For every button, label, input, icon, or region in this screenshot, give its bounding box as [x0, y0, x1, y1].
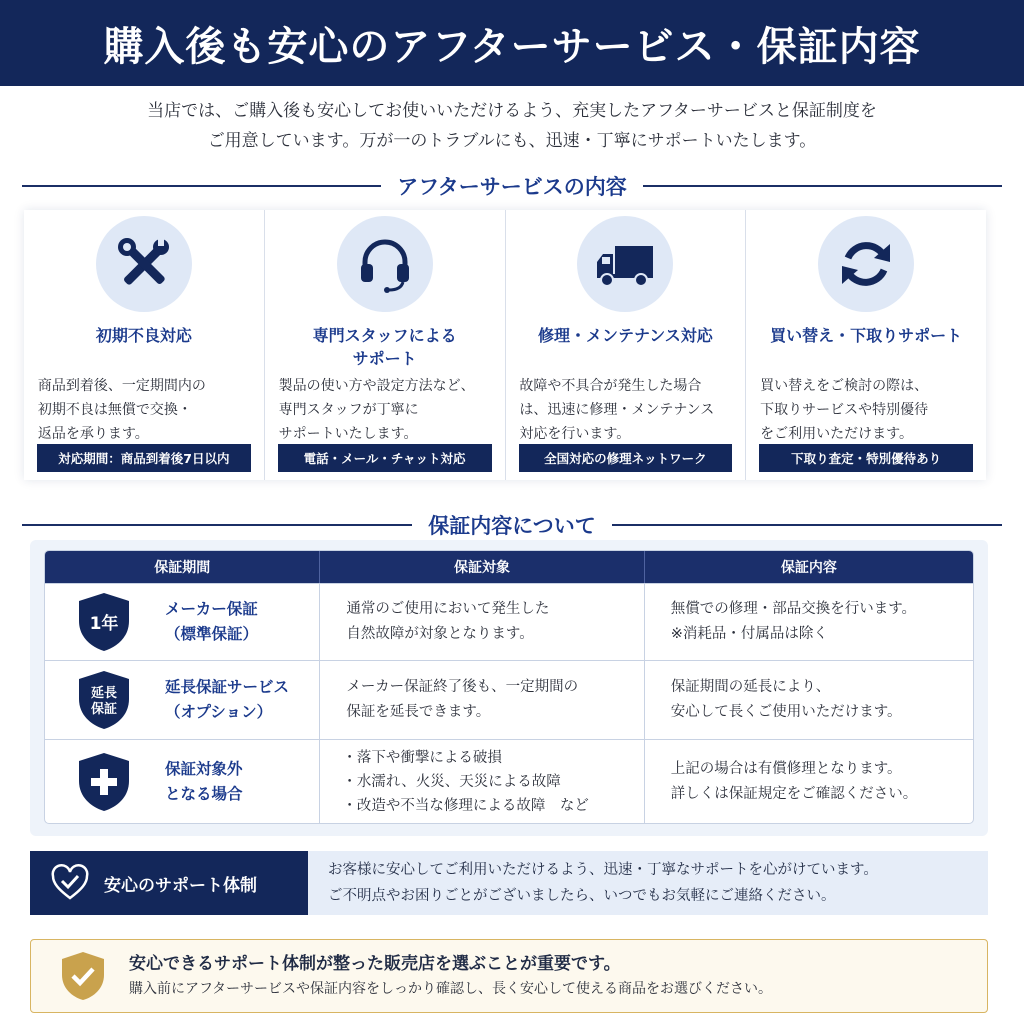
content-cell	[645, 584, 973, 660]
label-line: 延長保証サービス	[165, 678, 290, 696]
label-line: となる場合	[165, 784, 243, 803]
content-line: 安心して長くご使用いただけます。	[670, 704, 902, 720]
desc-line: は、迅速に修理・メンテナンス	[519, 402, 715, 418]
desc-line: 下取りサービスや特別優待	[760, 402, 929, 418]
divider	[22, 185, 381, 187]
desc-line: をご利用いただけます。	[760, 426, 914, 442]
divider	[612, 524, 1002, 526]
service-cards	[24, 210, 986, 480]
refresh-icon	[818, 216, 914, 312]
truck-icon	[577, 216, 673, 312]
badge-text: 1年	[89, 614, 119, 634]
headset-icon	[337, 216, 433, 312]
service-card-repair	[506, 210, 747, 480]
table-row	[45, 583, 973, 660]
shield-plus-icon	[75, 751, 133, 813]
support-label-box	[30, 851, 308, 915]
notice-headline: 安心できるサポート体制が整った販売店を選ぶことが重要です。	[129, 954, 621, 974]
warranty-table	[44, 550, 974, 824]
label-line: 保証対象外	[165, 759, 243, 778]
target-cell	[320, 661, 644, 739]
page-title: 購入後も安心のアフターサービス・保証内容	[103, 22, 921, 70]
desc-line: サポートいたします。	[278, 426, 418, 442]
content-line: 上記の場合は有償修理となります。	[670, 760, 902, 777]
desc-line: 製品の使い方や設定方法など、	[278, 378, 475, 394]
content-line: ※消耗品・付属品は除く	[670, 626, 828, 642]
section-title: 保証内容について	[428, 514, 596, 538]
intro-line: ご用意しています。万が一のトラブルにも、迅速・丁寧にサポートいたします。	[207, 131, 817, 151]
tools-icon	[96, 216, 192, 312]
content-cell	[645, 740, 973, 823]
target-line: 保証を延長できます。	[346, 704, 491, 720]
period-cell	[45, 740, 320, 823]
intro-text	[40, 96, 984, 156]
period-cell	[45, 584, 320, 660]
target-cell	[320, 740, 644, 823]
target-line: 自然故障が対象となります。	[346, 626, 534, 642]
table-row	[45, 739, 973, 823]
label-line: （標準保証）	[165, 625, 259, 643]
svg-text:保証: 保証	[90, 702, 118, 717]
column-header: 保証期間	[45, 551, 320, 583]
desc-line: 初期不良は無償で交換・	[37, 402, 192, 418]
shield-extended-icon	[75, 669, 133, 731]
desc-line: 専門スタッフが丁寧に	[278, 402, 419, 418]
desc-line: 商品到着後、一定期間内の	[37, 378, 206, 394]
content-line: 詳しくは保証規定をご確認ください。	[670, 785, 918, 802]
target-line: ・水濡れ、火災、天災による故障	[342, 773, 561, 790]
notice-box	[30, 939, 988, 1013]
shield-check-icon	[59, 950, 107, 1002]
target-line: ・落下や衝撃による破損	[342, 749, 502, 766]
row-label	[165, 757, 243, 807]
target-line: ・改造や不当な修理による故障 など	[342, 797, 589, 814]
support-label: 安心のサポート体制	[104, 875, 257, 896]
card-tag: 全国対応の修理ネットワーク	[519, 444, 733, 472]
intro-line: 当店では、ご購入後も安心してお使いいただけるよう、充実したアフターサービスと保証制度を	[147, 101, 877, 121]
card-title: 修理・メンテナンス対応	[538, 326, 713, 345]
after-service-heading	[22, 170, 1002, 202]
target-line: 通常のご使用において発生した	[346, 601, 550, 617]
card-title: 買い替え・下取りサポート	[770, 326, 963, 345]
target-cell	[320, 584, 644, 660]
target-line: メーカー保証終了後も、一定期間の	[346, 679, 579, 695]
desc-line: 買い替えをご検討の際は、	[760, 378, 929, 394]
support-line: お客様に安心してご利用いただけるよう、迅速・丁寧なサポートを心がけています。	[328, 862, 878, 878]
section-title: アフターサービスの内容	[397, 175, 627, 199]
content-line: 無償での修理・部品交換を行います。	[670, 601, 917, 617]
divider	[22, 524, 412, 526]
notice-body: 購入前にアフターサービスや保証内容をしっかり確認し、長く安心して使える商品をお選びください。	[129, 981, 773, 997]
column-header: 保証内容	[780, 560, 837, 576]
card-title: 初期不良対応	[95, 326, 192, 345]
card-tag: 電話・メール・チャット対応	[278, 444, 492, 472]
warranty-panel	[30, 540, 988, 836]
card-tag: 対応期間：商品到着後7日以内	[37, 444, 251, 472]
notice-text	[129, 951, 772, 1001]
warranty-heading	[22, 509, 1002, 541]
support-banner	[30, 851, 988, 915]
row-label	[165, 597, 258, 647]
service-card-staff-support	[265, 210, 506, 480]
desc-line: 対応を行います。	[519, 426, 631, 442]
label-line: （オプション）	[165, 703, 273, 721]
desc-line: 返品を承ります。	[37, 426, 149, 442]
desc-line: 故障や不具合が発生した場合	[519, 378, 702, 394]
table-header	[45, 551, 973, 583]
card-tag: 下取り査定・特別優待あり	[759, 444, 973, 472]
support-line: ご不明点やお困りごとがございましたら、いつでもお気軽にご連絡ください。	[328, 888, 836, 904]
row-label	[165, 675, 289, 725]
divider	[643, 185, 1002, 187]
table-row	[45, 660, 973, 739]
support-text	[308, 851, 878, 915]
service-card-initial-defect	[24, 210, 265, 480]
card-title: 専門スタッフによる サポート	[312, 326, 457, 368]
service-card-trade-in	[746, 210, 986, 480]
label-line: メーカー保証	[165, 600, 258, 618]
svg-text:延長: 延長	[90, 686, 118, 701]
content-cell	[645, 661, 973, 739]
column-header: 保証対象	[320, 551, 644, 583]
period-cell	[45, 661, 320, 739]
page-header	[0, 0, 1024, 86]
heart-check-icon	[50, 863, 90, 903]
content-line: 保証期間の延長により、	[670, 679, 831, 695]
shield-1year-icon	[75, 591, 133, 653]
